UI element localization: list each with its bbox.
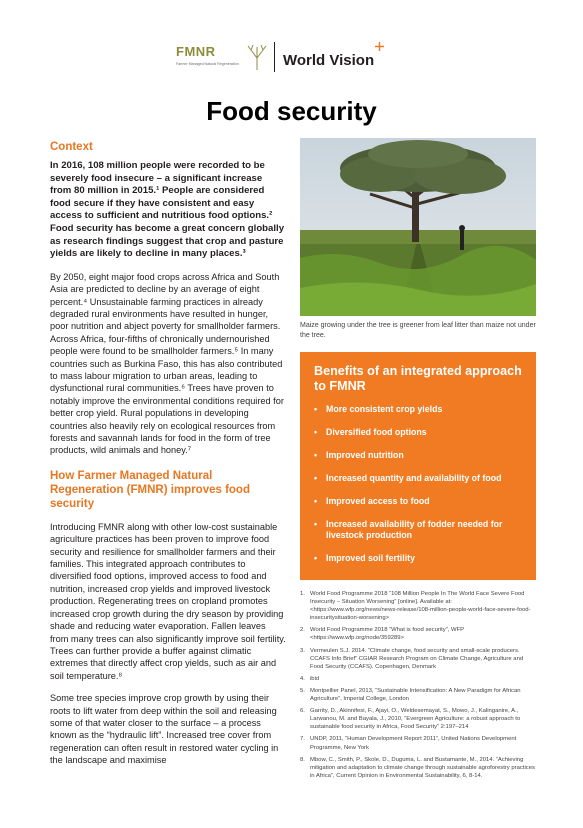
- reference-text: ibid: [310, 675, 320, 682]
- world-vision-logo-text: World Vision: [283, 52, 375, 69]
- reference-number: 7.: [300, 736, 305, 743]
- reference-text: Mbow, C., Smith, P., Skole, D., Duguma, L. and Bustamante, M., 2014. “Achieving mitigation and adaptation to climate change through sustainable agroforestry practices in Africa”, Current Opinion in Environmental Sustainability, 6, 8-14.: [310, 756, 535, 779]
- fmnr-paragraph-2: Some tree species improve crop growth by using their roots to lift water from deep within the soil and releasing some of that water closer to the surface – a process known as the “hydraulic lift”. Increased tree cover from regeneration can often result in restored water cycling in the landscape and maximise: [50, 693, 279, 766]
- page-title: Food security: [206, 96, 377, 126]
- benefit-item: • Improved nutrition: [314, 450, 528, 461]
- reference-number: 6.: [300, 708, 305, 715]
- benefit-item: • Improved soil fertility: [314, 553, 528, 564]
- context-body: By 2050, eight major food crops across Africa and South Asia are predicted to decline by an average of eight percent.⁴ Unsustainable farming practices in already degraded rural environments have resulted in hunger, poor nutrition and abject poverty for smallholder farmers. Across Africa, four-fifths of chronically undernourished people were found to be smallholder farmers.⁵ In many countries such as Burkina Faso, this has also contributed to mass labour migration to urban areas, leading to dysfunctional rural communities.⁶ Trees have proven to notably improve the environmental conditions required for better crop yield. Rural populations in developing countries also heavily rely on ecological resources from forests and savannah lands for food in the form of tree products, wild animals and honey.⁷: [50, 271, 284, 456]
- reference-number: 8.: [300, 756, 305, 763]
- reference-number: 4.: [300, 675, 305, 682]
- reference-text: World Food Programme 2018 “What is food security”, WFP <https://www.wfp.org/node/359289>: [310, 627, 464, 642]
- references-list: [300, 590, 536, 784]
- benefit-item: • Improved access to food: [314, 496, 528, 507]
- benefit-item: • More consistent crop yields: [314, 404, 528, 415]
- reference-item: [300, 626, 536, 642]
- benefits-title: Benefits of an integrated approach to FMNR: [314, 364, 522, 393]
- fmnr-logo-text: FMNR: [176, 44, 216, 59]
- benefit-item: • Increased availability of fodder needed for livestock production: [314, 519, 528, 541]
- reference-text: UNDP, 2011, “Human Development Report 2011”, United Nations Development Programme, New York: [310, 736, 517, 751]
- reference-text: Garrity, D., Akinnifesi, F., Ajayi, O., Weldesemayat, S., Mowo, J., Kalinganire, A., Larwanou, M. and Bayala, J., 2010, “Evergreen Agriculture: a robust approach to sustainable food security in Africa, Food Security” 2:197–214: [310, 708, 521, 731]
- reference-text: World Food Programme 2018 “108 Million People In The World Face Severe Food Insecurity – Situation Worsening” [online]. Available at: <https://www.wfp.org/news/news-release/108-million-people-world-face-severe-food-insecuritysituation-worsening>: [310, 591, 531, 622]
- logo-divider: [274, 42, 275, 72]
- reference-item: [300, 647, 536, 671]
- reference-item: [300, 687, 536, 703]
- main-column: [50, 140, 286, 767]
- reference-number: 3.: [300, 647, 305, 654]
- reference-item: [300, 707, 536, 731]
- fmnr-section-heading: How Farmer Managed Natural Regeneration (FMNR) improves food security: [50, 469, 250, 510]
- maize-field-photo: [300, 138, 536, 316]
- header-logos: [0, 40, 583, 74]
- context-lead: In 2016, 108 million people were recorded to be severely food insecure – a significant increase from 80 million in 2015.¹ People are considered food secure if they have consistent and easy access to sufficient and nutritious food options.² Food security has become a great concern globally as research findings suggest that crop and pasture yields are likely to decline in many places.³: [50, 160, 285, 260]
- reference-number: 1.: [300, 591, 305, 597]
- reference-item: [300, 590, 536, 622]
- benefits-box: [300, 352, 536, 580]
- reference-text: Vermeulen S.J. 2014. “Climate change, food security and small-scale producers. CCAFS Info Brief” CGIAR Research Program on Climate Change, Agriculture and Food Security (CCAFS). Copenhagen, Denmark: [310, 647, 524, 670]
- benefit-item: • Increased quantity and availability of food: [314, 473, 528, 484]
- reference-number: 2.: [300, 627, 305, 634]
- fmnr-logo-subtitle: Farmer Managed Natural Regeneration: [176, 62, 239, 66]
- tree-icon: [246, 44, 268, 70]
- fmnr-paragraph-1: Introducing FMNR along with other low-cost sustainable agriculture practices has been proven to improve food security and resilience for smallholder farmers and their families. This integrated approach contributes to diversified food options, improved access to food and nutrition, increased crop yields and improved livestock production. Regenerating trees on cropland promotes increased crop growth during the dry season by providing shade and reducing water evaporation. Fallen leaves from many trees can also significantly improve soil fertility. Trees can further provide a buffer against climatic extremes that directly affect crop yields, such as air and soil temperature.⁸: [50, 521, 286, 681]
- world-vision-star-icon: [375, 42, 384, 51]
- context-heading: Context: [50, 141, 93, 153]
- reference-item: [300, 735, 536, 751]
- benefits-list: [314, 404, 528, 576]
- reference-text: Montpellier Panel, 2013, “Sustainable Intensification: A New Paradigm for African Agriculture”, Imperial College, London: [310, 687, 521, 703]
- reference-item: [300, 756, 536, 780]
- fmnr-logo: [176, 44, 268, 72]
- photo-caption: Maize growing under the tree is greener from leaf litter than maize not under the tree.: [300, 322, 536, 339]
- benefit-item: • Diversified food options: [314, 427, 528, 438]
- reference-item: [300, 675, 536, 683]
- reference-number: 5.: [300, 687, 305, 694]
